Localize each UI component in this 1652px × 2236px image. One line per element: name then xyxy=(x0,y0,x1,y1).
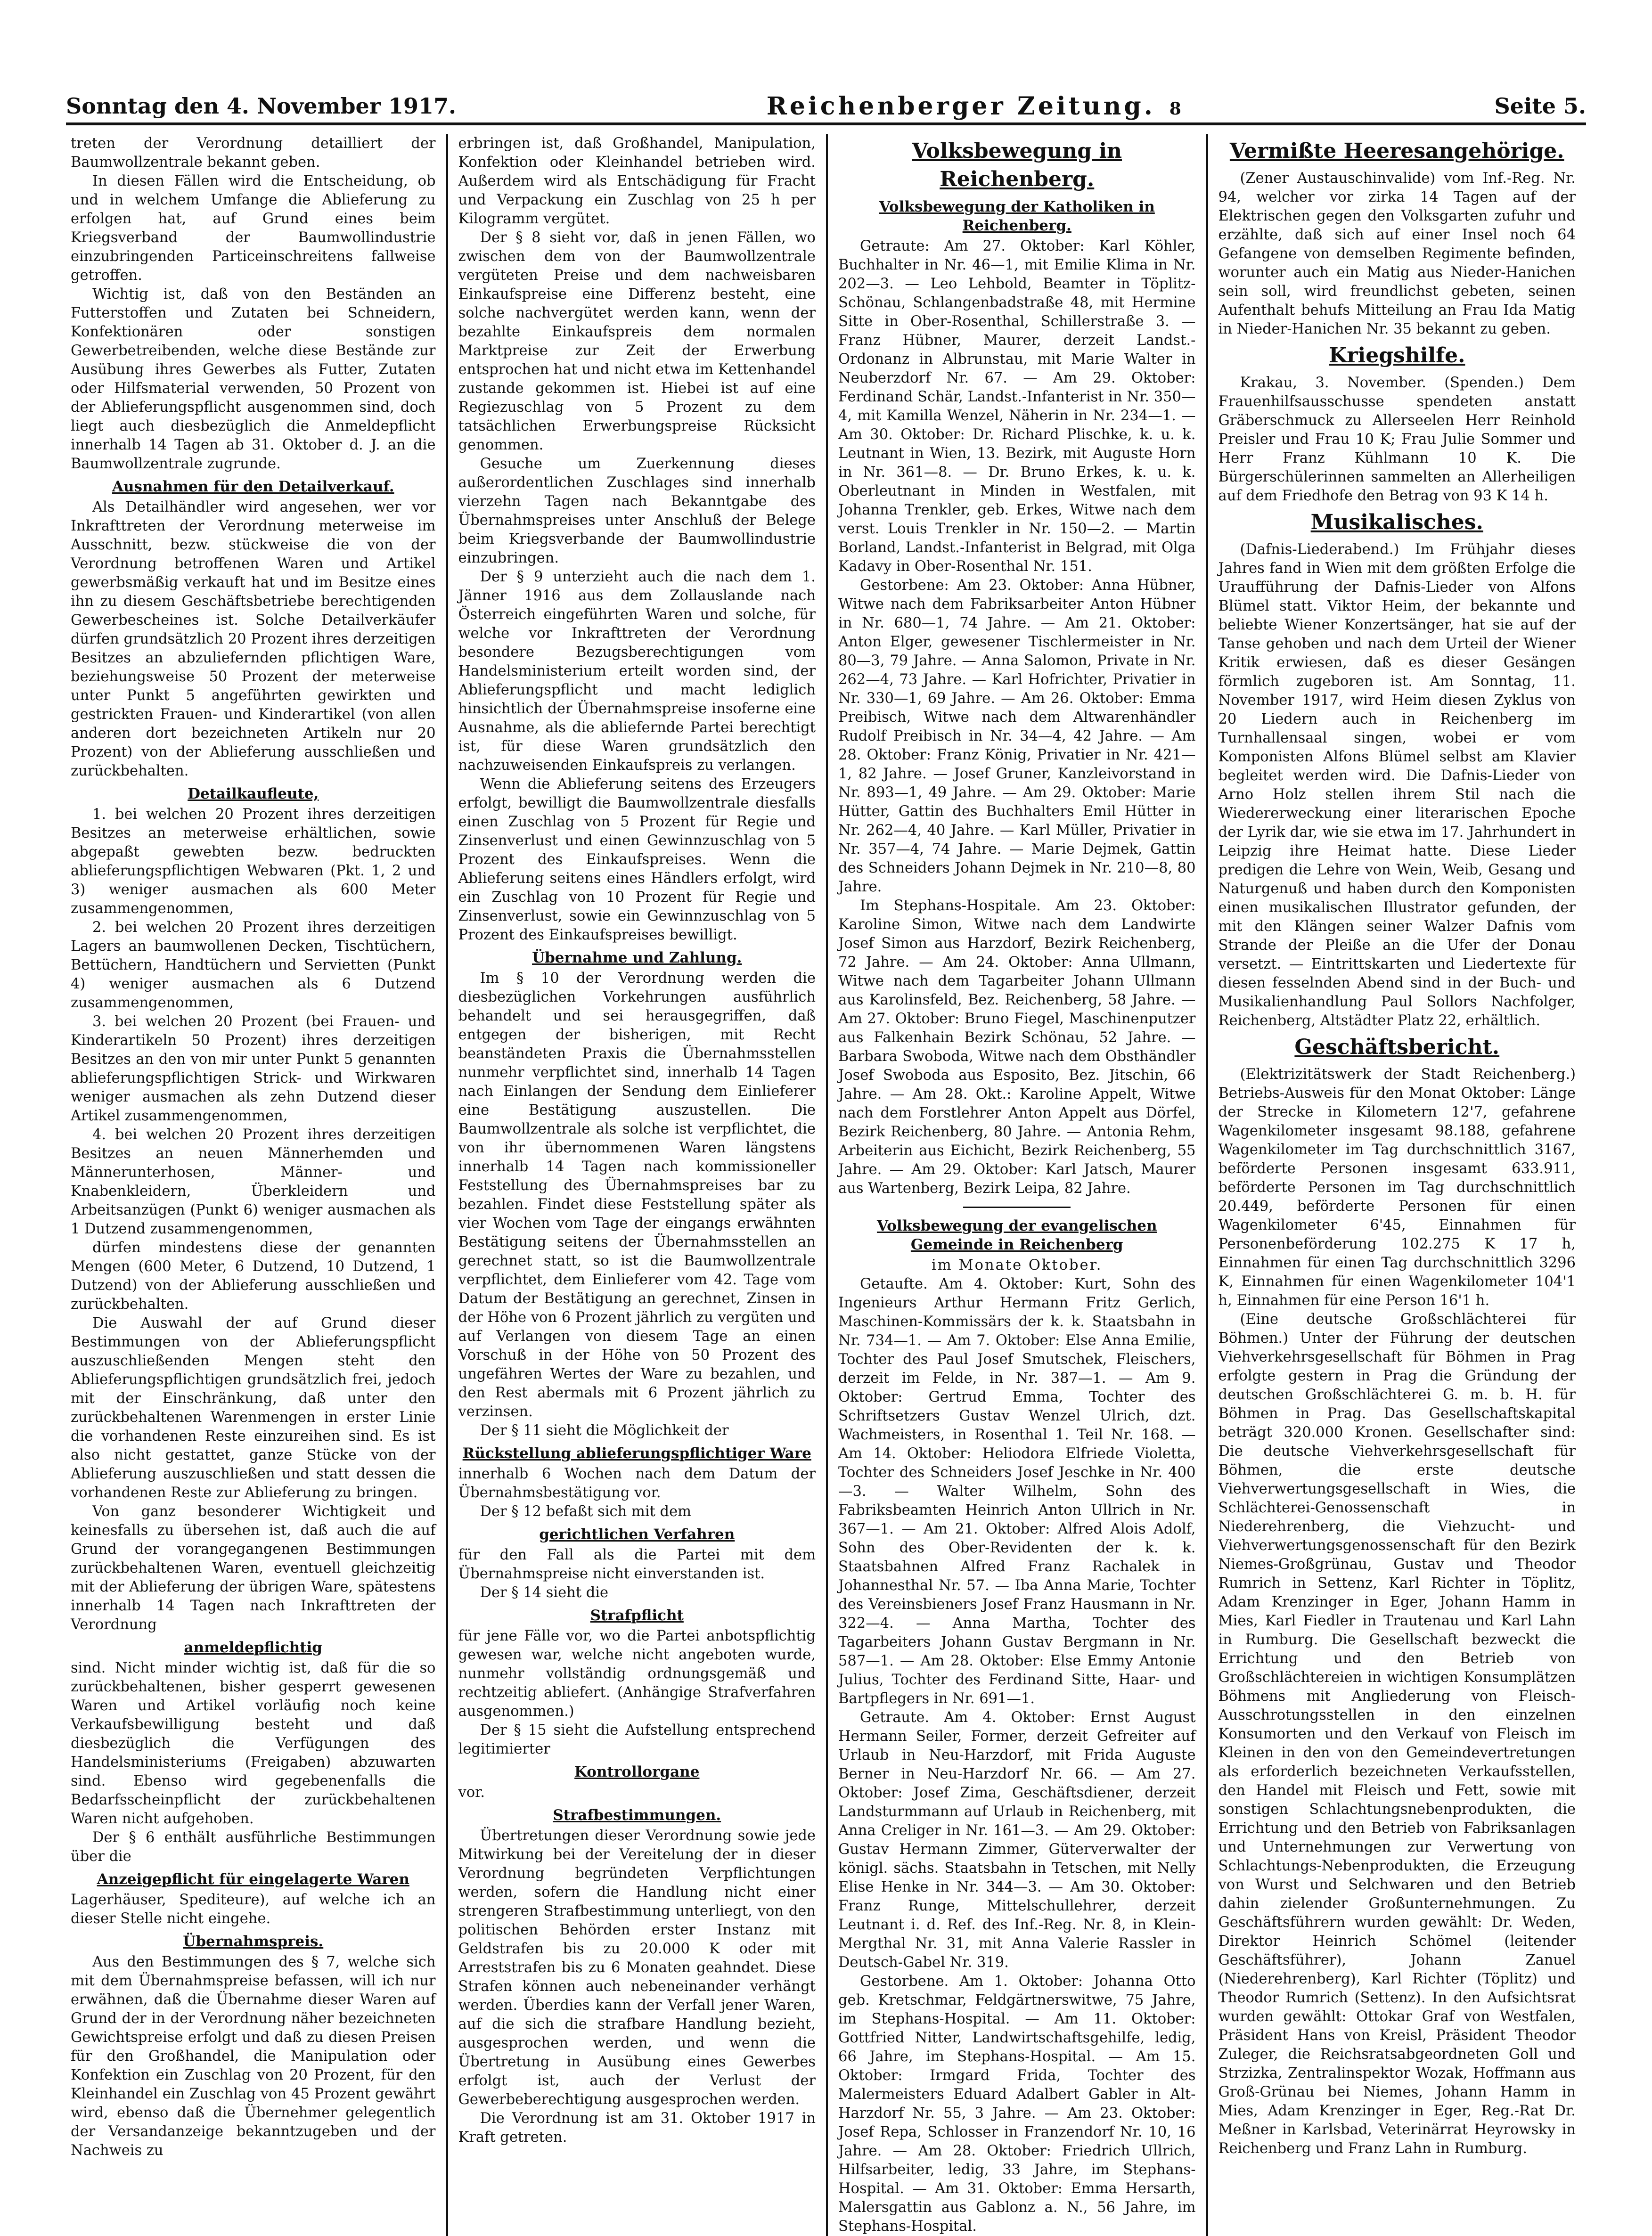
paragraph: 2. bei welchen 20 Prozent ihres derzeitigen Lagers an baumwollenen Decken, Tischtüchern, Bettüchern, Handtüchern und Servietten (Punkt 4) weniger ausmachen als 6 Dutzend zusammengenommen, xyxy=(71,919,436,1011)
subheading: Anzeigepflicht für eingelagerte Waren xyxy=(97,1871,409,1888)
paragraph: Die Verordnung ist am 31. Oktober 1917 in Kraft getreten. xyxy=(458,2110,816,2146)
subheading: Übernahme und Zahlung. xyxy=(532,949,742,966)
paragraph: Der § 14 sieht die xyxy=(480,1584,609,1601)
issue-date: Sonntag den 4. November 1917. xyxy=(66,93,457,119)
paragraph: Der § 12 befaßt sich mit dem xyxy=(480,1503,692,1520)
subheading: Rückstellung ablieferungspflichtiger Ware xyxy=(462,1445,811,1462)
masthead xyxy=(66,90,1586,125)
paragraph: Der § 15 sieht die Aufstellung entsprechend legitimierter xyxy=(458,1722,816,1757)
header-marker: 8 xyxy=(1169,98,1184,119)
paragraph: Die Auswahl der auf Grund dieser Bestimmungen von der Ablieferungspflicht auszuschließenden Mengen steht den Ablieferungspflichtigen grundsätzlich frei, jedoch mit der Einschränkung, daß unter den zurückbehaltenen Warenmengen in erster Linie die vorhandenen Reste einzureihen sind. Es ist also nicht gestattet, ganze Stücke von der Ablieferung auszuschließen und statt dessen die vorhandenen Reste zur Ablieferung zu bringen. xyxy=(71,1315,436,1501)
column-3 xyxy=(826,134,1206,2236)
subheading-line: im Monate Oktober. xyxy=(932,1257,1103,1273)
paragraph: Übertretungen dieser Verordnung sowie jede Mitwirkung bei der Vereitelung der in dieser Verordnung begründeten Verpflichtungen werden, sofern die Handlung nicht einer strengeren Strafbestimmung unterliegt, von den politischen Behörden erster Instanz mit Geldstrafen bis zu 20.000 K oder mit Arreststrafen bis zu 6 Monaten geahndet. Diese Strafen können auch nebeneinander verhängt werden. Überdies kann der Verfall jener Waren, auf die sich die strafbare Handlung bezieht, ausgesprochen werden, und wenn die Übertretung in Ausübung eines Gewerbes erfolgt ist, auch der Verlust der Gewerbeberechtigung ausgesprochen werden. xyxy=(458,1828,816,2108)
subheading: anmeldepflichtig xyxy=(184,1639,322,1656)
newspaper-title: Reichenberger Zeitung. 8 xyxy=(766,91,1184,121)
paragraph: für den Fall als die Partei mit dem Übernahmspreise nicht einverstanden ist. xyxy=(458,1547,816,1582)
subheading: Volksbewegung der evangelischen Gemeinde in Reichenberg xyxy=(876,1217,1157,1253)
paragraph: 3. bei welchen 20 Prozent (bei Frauen- und Kinderartikeln 50 Prozent) ihres derzeitigen Besitzes an den von mir unter Punkt 5 genannten ablieferungspflichtigen Strick- und Wirkwaren weniger ausmachen als zehn Dutzend dieser Artikel zusammengenommen, xyxy=(71,1013,436,1124)
paragraph: Als Detailhändler wird angesehen, wer vor Inkrafttreten der Verordnung meterweise im Ausschnitt, bezw. stückweise die von der Verordnung betroffenen Waren und Artikel gewerbsmäßig verkauft hat und im Besitze eines ihn zu diesem Geschäftsbetriebe berechtigenden Gewerbescheines ist. Solche Detailverkäufer dürfen grundsätzlich 20 Prozent ihres derzeitigen Besitzes an abzuliefernden pflichtigen Ware, beziehungsweise 50 Prozent der meterweise unter Punkt 5 angeführten gewirkten und gestrickten Frauen- und Kinderartikel (von allen anderen dort bezeichneten Artikeln nur 20 Prozent) von der Ablieferung ausschließen und zurückbehalten. xyxy=(71,499,436,779)
subheading: Strafbestimmungen. xyxy=(553,1807,721,1824)
section-title: Kriegshilfe. xyxy=(1329,343,1465,367)
paragraph: Wichtig ist, daß von den Beständen an Futterstoffen und Zutaten bei Schneidern, Konfektionären oder sonstigen Gewerbetreibenden, welche diese Bestände zur Ausübung ihres Gewerbes als Futter, Zutaten oder Hilfsmaterial verwenden, 50 Prozent von der Ablieferungspflicht ausgenommen sind, doch liegt auch diesbezüglich die Anmeldepflicht innerhalb 14 Tagen ab 31. Oktober d. J. an die Baumwollzentrale zugrunde. xyxy=(71,286,436,472)
paragraph: (Dafnis-Liederabend.) Im Frühjahr dieses Jahres fand in Wien mit dem größten Erfolge die Uraufführung der Dafnis-Lieder von Alfons Blümel statt. Viktor Heim, der bekannte und beliebte Wiener Konzertsänger, hat sie auf der Tanse gehoben und nach dem Urteil der Wiener Kritik erwiesen, daß es dieser Gesängen förmlich zugeboren ist. Am Sonntag, 11. November 1917, wird Heim diesen Zyklus von 20 Liedern auch in Reichenberg im Turnhallensaal singen, wobei er vom Komponisten Alfons Blümel selbst am Klavier begleitet werden wird. Die Dafnis-Lieder von Arno Holz stellen ihrem Stil nach die Wiedererweckung einer literarischen Epoche der Lyrik dar, wie sie etwa im 17. Jahrhundert in Leipzig ihre Heimat hatte. Diese Lieder predigen die Lehre von Wein, Weib, Gesang und Naturgenuß und haben durch den Komponisten einen musikalischen Illustrator gefunden, der mit den Klängen seiner Walzer Dafnis vom Strande der Pleiße an die Ufer der Donau versetzt. — Eintrittskarten und Liedertexte für diesen fesselnden Abend sind in der Buch- und Musikalienhandlung Paul Sollors Nachfolger, Reichenberg, Altstädter Platz 22, erhältlich. xyxy=(1218,541,1576,1029)
paragraph: treten der Verordnung detailliert der Baumwollzentrale bekannt geben. xyxy=(71,135,436,171)
page-number: Seite 5. xyxy=(1494,93,1586,119)
column-4 xyxy=(1206,134,1587,2236)
paragraph: Lagerhäuser, Spediteure), auf welche ich an dieser Stelle nicht eingehe. xyxy=(71,1892,436,1927)
paragraph: Gestorbene. Am 1. Oktober: Johanna Otto geb. Kretschmar, Feldgärtnerswitwe, 75 Jahre, im Stephans-Hospital. — Am 11. Oktober: Gottfried Nitter, Landwirtschaftsgehilfe, ledig, 66 Jahre, im Stephans-Hospital. — Am 15. Oktober: Irmgard Frida, Tochter des Malermeisters Eduard Adalbert Gabler in Alt-Harzdorf Nr. 55, 3 Jahre. — Am 23. Oktober: Josef Repa, Schlosser in Franzendorf Nr. 10, 16 Jahre. — Am 28. Oktober: Friedrich Ullrich, Hilfsarbeiter, ledig, 33 Jahre, im Stephans-Hospital. — Am 31. Oktober: Emma Hersarth, Malersgattin aus Gablonz a. N., 56 Jahre, im Stephans-Hospital. xyxy=(838,1973,1196,2235)
paragraph: für jene Fälle vor, wo die Partei anbotspflichtig gewesen war, welche nicht angeboten wurde, nunmehr vollständig ordnungsgemäß und rechtzeitig abliefert. (Anhängige Strafverfahren ausgenommen.) xyxy=(458,1628,816,1720)
paragraph: 4. bei welchen 20 Prozent ihres derzeitigen Besitzes an neuen Männerhemden und Männerunterhosen, Männer- und Knabenkleidern, Überkleidern und Arbeitsanzügen (Punkt 6) weniger ausmachen als 1 Dutzend zusammengenommen, xyxy=(71,1126,436,1237)
paragraph: Der § 9 unterzieht auch die nach dem 1. Jänner 1916 aus dem Zollauslande nach Österreich eingeführten Waren und solche, für welche vor Inkrafttreten der Verordnung besondere Bezugsberechtigungen vom Handelsministerium erteilt worden sind, der Ablieferungspflicht und macht lediglich hinsichtlich der Übernahmspreise insoferne eine Ausnahme, als die abliefernde Partei berechtigt ist, für diese Waren grundsätzlich den nachzuweisenden Einkaufspreis zu verlangen. xyxy=(458,569,816,774)
subheading: Kontrollorgane xyxy=(574,1763,700,1780)
paragraph: Der § 8 sieht vor, daß in jenen Fällen, wo zwischen dem von der Baumwollzentrale vergüteten Preise und dem nachweisbaren Einkaufspreise eine Differenz besteht, eine solche nachvergütet werden kann, wenn der bezahlte Einkaufspreis dem normalen Marktpreise zur Zeit der Erwerbung entsprochen hat und nicht etwa im Kettenhandel zustande gekommen ist. Hiebei ist auf eine Regiezuschlag von 5 Prozent zu dem tatsächlichen Erwerbungspreise Rücksicht genommen. xyxy=(458,229,816,453)
column-1 xyxy=(66,134,446,2236)
paragraph: vor. xyxy=(458,1784,485,1801)
section-title: Geschäftsbericht. xyxy=(1294,1035,1500,1059)
article-columns xyxy=(66,134,1586,2235)
paragraph: innerhalb 6 Wochen nach dem Datum der Übernahmsbestätigung vor. xyxy=(458,1466,816,1501)
paragraph: (Zener Austauschinvalide) vom Inf.-Reg. Nr. 94, welcher vor zirka 14 Tagen auf der Elektrischen gegen den Volksgarten zufuhr und erzählte, daß sich auf einer Insel noch 64 Gefangene von demselben Regimente befinden, worunter auch ein Matig aus Nieder-Hanichen sein soll, wird freundlichst gebeten, seinen Aufenthalt behufs Mitteilung an Frau Ida Matig in Nieder-Hanichen Nr. 35 bekannt zu geben. xyxy=(1218,170,1576,337)
subheading: gerichtlichen Verfahren xyxy=(539,1526,735,1543)
column-2 xyxy=(446,134,826,2236)
paragraph: (Eine deutsche Großschlächterei für Böhmen.) Unter der Führung der deutschen Viehverkehrsgesellschaft für Böhmen in Prag erfolgte gestern in Prag die Gründung der deutschen Großschlächterei G. m. b. H. für Böhmen in Prag. Das Gesellschaftskapital beträgt 320.000 Kronen. Gesellschafter sind: Die deutsche Viehverkehrsgesellschaft für Böhmen, die erste deutsche Viehverwertungsgesellschaft in Wies, die Schlächterei-Genossenschaft in Niederehrenberg, die Viehzucht- und Viehverwertungsgenossenschaft für den Bezirk Niemes-Großgrünau, Gustav und Theodor Rumrich in Settenz, Karl Richter in Töplitz, Adam Krenzinger in Eger, Johann Hamm in Mies, Karl Fiedler in Trautenau und Karl Lahn in Rumburg. Die Gesellschaft bezweckt die Errichtung und den Betrieb von Großschlächtereien in wichtigen Konsumplätzen Böhmens mit Angliederung von Fleisch-Ausschrotungsstellen in den einzelnen Konsumorten und den Verkauf von Fleisch im Kleinen in den von den Gemeindevertretungen als erforderlich bezeichneten Verkaufsstellen, den Handel mit Fleisch und Fett, sowie mit sonstigen Schlachtungsnebenprodukten, die Errichtung und den Betrieb von Fabriksanlagen und Unternehmungen zur Verwertung von Schlachtungs-Nebenprodukten, die Erzeugung von Wurst und Selchwaren und den Betrieb dahin zielender Großunternehmungen. Zu Geschäftsführern wurden gewählt: Dr. Weden, Direktor Heinrich Schömel (leitender Geschäftsführer), Johann Zanuel (Niederehrenberg), Karl Richter (Töplitz) und Theodor Rumrich (Settenz). In den Aufsichtsrat wurden gewählt: Ottokar Graf von Westfalen, Präsident Hans von Kreisl, Präsident Theodor Zuleger, die Reichsratsabgeordneten Goll und Strzizka, Zentralinspektor Wozak, Hoffmann aus Groß-Grünau bei Niemes, Johann Hamm in Mies, Adam Krenzinger in Eger, Reg.-Rat Dr. Meßner in Karlsbad, Veterinärrat Heyrowsky in Reichenberg und Franz Lahn in Rumburg. xyxy=(1218,1311,1576,2157)
subheading: Detailkaufleute, xyxy=(188,785,319,802)
subheading: Strafpflicht xyxy=(590,1607,684,1624)
paragraph: (Elektrizitätswerk der Stadt Reichenberg.) Betriebs-Ausweis für den Monat Oktober: Länge der Strecke in Kilometern 12'7, gefahrene Wagenkilometer insgesamt 98.188, gefahrene Wagenkilometer im Tag durchschnittlich 3167, beförderte Personen insgesamt 633.911, beförderte Personen im Tag durchschnittlich 20.449, beförderte Personen für einen Wagenkilometer 6'45, Einnahmen für Personenbeförderung 102.275 K 17 h, Einnahmen für einen Tag durchschnittlich 3296 K, Einnahmen für einen Wagenkilometer 104'1 h, Einnahmen für eine Person 16'1 h. xyxy=(1218,1066,1576,1309)
paragraph: In diesen Fällen wird die Entscheidung, ob und in welchem Umfange die Ablieferung zu erfolgen hat, auf Grund eines beim Kriegsverband der Baumwollindustrie einzubringenden Particeinschreitens fallweise getroffen. xyxy=(71,173,436,284)
section-title: Vermißte Heeresangehörige. xyxy=(1229,139,1564,163)
section-title: Volksbewegung in Reichenberg. xyxy=(912,139,1122,191)
subheading: Volksbewegung der Katholiken in Reichenberg. xyxy=(879,198,1155,234)
paragraph: Der § 11 sieht die Möglichkeit der xyxy=(480,1422,729,1439)
paragraph: Getaufte. Am 4. Oktober: Kurt, Sohn des Ingenieurs Arthur Hermann Fritz Gerlich, Maschinen-Kommissärs der k. k. Staatsbahn in Nr. 734—1. — Am 7. Oktober: Else Anna Emilie, Tochter des Paul Josef Smutschek, Fleischers, derzeit im Felde, in Nr. 387—1. — Am 9. Oktober: Gertrud Emma, Tochter des Schriftsetzers Gustav Wenzel Ulrich, dzt. Wachmeisters, in Rosenthal 1. Teil Nr. 168. — Am 14. Oktober: Heliodora Elfriede Violetta, Tochter des Schneiders Josef Jeschke in Nr. 400—3. — Walter Wilhelm, Sohn des Fabriksbeamten Heinrich Anton Ullrich in Nr. 367—1. — Am 21. Oktober: Alfred Alois Adolf, Sohn des Ober-Revidenten der k. k. Staatsbahnen Alfred Franz Rachalek in Johannesthal Nr. 57. — Iba Anna Marie, Tochter des Vereinsbieners Josef Franz Hausmann in Nr. 322—4. — Anna Martha, Tochter des Tagarbeiters Johann Gustav Bergmann in Nr. 587—1. — Am 28. Oktober: Else Emmy Antonie Julius, Tochter des Ferdinand Sitte, Haar- und Bartpflegers in Nr. 691—1. xyxy=(838,1276,1196,1707)
paragraph: Aus den Bestimmungen des § 7, welche sich mit dem Übernahmspreise befassen, will ich nur erwähnen, daß die Übernahme dieser Waren auf Grund der in der Verordnung näher bezeichneten Gewichtspreise erfolgt und daß zu diesen Preisen für den Großhandel, die Manipulation oder Konfektion ein Zuschlag von 20 Prozent, für den Kleinhandel ein Zuschlag von 45 Prozent gewährt wird, ebenso daß die Übernehmer gelegentlich der Versandanzeige bekanntzugeben und der Nachweis zu xyxy=(71,1954,436,2159)
paragraph: Krakau, 3. November. (Spenden.) Dem Frauenhilfsausschusse spendeten anstatt Gräberschmuck zu Allerseelen Herr Reinhold Preisler und Frau 10 K; Frau Julie Sommer und Herr Franz Kühlmann 10 K. Die Bürgerschülerinnen sammelten an Allerheiligen auf dem Friedhofe den Betrag von 93 K 14 h. xyxy=(1218,375,1576,504)
paragraph: sind. Nicht minder wichtig ist, daß für die so zurückbehaltenen, bisher gesperrt gewesenen Waren und Artikel vorläufig noch keine Verkaufsbewilligung besteht und daß diesbezüglich die Verfügungen des Handelsministeriums (Freigaben) abzuwarten sind. Ebenso wird gegebenenfalls die Bedarfsscheinpflicht der zurückbehaltenen Waren nicht aufgehoben. xyxy=(71,1660,436,1827)
section-title: Musikalisches. xyxy=(1310,510,1483,534)
paragraph: Wenn die Ablieferung seitens des Erzeugers erfolgt, bewilligt die Baumwollzentrale diesfalls einen Zuschlag von 5 Prozent für Regie und Zinsenverlust und einen Gewinnzuschlag von 5 Prozent des Einkaufspreises. Wenn die Ablieferung seitens eines Händlers erfolgt, wird ein Zuschlag von 10 Prozent für Regie und Zinsenverlust, sowie ein Gewinnzuschlag von 5 Prozent des Einkaufspreises bewilligt. xyxy=(458,776,816,943)
paragraph: dürfen mindestens diese der genannten Mengen (600 Meter, 6 Dutzend, 10 Dutzend, 1 Dutzend) von der Ablieferung ausschließen und zurückbehalten. xyxy=(71,1240,436,1313)
paragraph: Gesuche um Zuerkennung dieses außerordentlichen Zuschlages sind innerhalb vierzehn Tagen nach Bekanntgabe des Übernahmspreises unter Anschluß der Belege beim Kriegsverbande der Baumwollindustrie einzubringen. xyxy=(458,456,816,566)
paragraph: Von ganz besonderer Wichtigkeit und keinesfalls zu übersehen ist, daß auch die auf Grund der vorangegangenen Bestimmungen zurückbehaltenen Waren, eventuell gleichzeitig mit der Ablieferung der übrigen Ware, spätestens innerhalb 14 Tagen nach Inkrafttreten der Verordnung xyxy=(71,1503,436,1633)
paragraph: Im Stephans-Hospitale. Am 23. Oktober: Karoline Simon, Witwe nach dem Landwirte Josef Simon aus Harzdorf, Bezirk Reichenberg, 72 Jahre. — Am 24. Oktober: Anna Ullmann, Witwe nach dem Tagarbeiter Johann Ullmann aus Karolinsfeld, Bez. Reichenberg, 58 Jahre. — Am 27. Oktober: Bruno Fiegel, Maschinenputzer aus Falkenhain Bezirk Schönau, 52 Jahre. — Barbara Swoboda, Witwe nach dem Obsthändler Josef Swoboda aus Esposito, Bez. Jitschin, 66 Jahre. — Am 28. Okt.: Karoline Appelt, Witwe nach dem Forstlehrer Anton Appelt aus Dörfel, Bezirk Reichenberg, 80 Jahre. — Antonia Rehm, Arbeiterin aus Eichicht, Bezirk Reichenberg, 55 Jahre. — Am 29. Oktober: Karl Jatsch, Maurer aus Wartenberg, Bezirk Leipa, 82 Jahre. xyxy=(838,898,1196,1197)
subheading: Übernahmspreis. xyxy=(183,1933,324,1950)
subheading: Ausnahmen für den Detailverkauf. xyxy=(112,478,394,495)
paragraph: Im § 10 der Verordnung werden die diesbezüglichen Vorkehrungen ausführlich behandelt und sei herausgegriffen, daß entgegen der bisherigen, mit Recht beanständeten Praxis die Übernahmsstellen nunmehr verpflichtet sind, innerhalb 14 Tagen nach Einlangen der Sendung dem Einlieferer eine Bestätigung auszustellen. Die Baumwollzentrale als solche ist verpflichtet, die von ihr übernommenen Waren längstens innerhalb 14 Tagen nach kommissioneller Feststellung des Übernahmspreises bar zu bezahlen. Findet diese Feststellung später als vier Wochen vom Tage der eingangs erwähnten Bestätigung seitens der Übernahmsstellen an gerechnet statt, so ist die Baumwollzentrale verpflichtet, dem Einlieferer vom 42. Tage vom Datum der Bestätigung an gerechnet, Zinsen in der Höhe von 6 Prozent jährlich zu vergüten und auf Verlangen von diesem Tage an einen Vorschuß in der Höhe von 50 Prozent des ungefähren Wertes der Ware zu bezahlen, und den Rest abermals mit 6 Prozent jährlich zu verzinsen. xyxy=(458,970,816,1420)
paragraph: Der § 6 enthält ausführliche Bestimmungen über die xyxy=(71,1829,436,1865)
paragraph: erbringen ist, daß Großhandel, Manipulation, Konfektion oder Kleinhandel betrieben wird. Außerdem wird als Entschädigung für Fracht und Verpackung ein Zuschlag von 25 h per Kilogramm vergütet. xyxy=(458,135,816,227)
divider xyxy=(963,1207,1071,1208)
paragraph: Gestorbene: Am 23. Oktober: Anna Hübner, Witwe nach dem Fabriksarbeiter Anton Hübner in Nr. 680—1, 74 Jahre. — Am 21. Oktober: Anton Elger, gewesener Tischlermeister in Nr. 80—3, 79 Jahre. — Anna Salomon, Private in Nr. 262—4, 73 Jahre. — Karl Hofrichter, Privatier in Nr. 330—1, 69 Jahre. — Am 26. Oktober: Emma Preibisch, Witwe nach dem Altwarenhändler Rudolf Preibisch in Nr. 34—4, 42 Jahre. — Am 28. Oktober: Franz König, Privatier in Nr. 421—1, 82 Jahre. — Josef Gruner, Kanzleivorstand in Nr. 893—1, 49 Jahre. — Am 29. Oktober: Marie Hütter, Gattin des Buchhalters Emil Hütter in Nr. 262—4, 40 Jahre. — Karl Müller, Privatier in Nr. 357—4, 74 Jahre. — Marie Dejmek, Gattin des Schneiders Johann Dejmek in Nr. 210—8, 80 Jahre. xyxy=(838,577,1196,895)
paragraph: Getraute. Am 4. Oktober: Ernst August Hermann Seiler, Former, derzeit Gefreiter auf Urlaub in Neu-Harzdorf, mit Frida Auguste Berner in Neu-Harzdorf Nr. 66. — Am 27. Oktober: Josef Zima, Geschäftsdiener, derzeit Landsturmmann auf Urlaub in Reichenberg, mit Anna Creliger in Nr. 161—3. — Am 29. Oktober: Gustav Hermann Zimmer, Güterverwalter der königl. sächs. Staatsbahn in Tetschen, mit Nelly Elise Henke in Nr. 344—3. — Am 30. Oktober: Franz Runge, Mittelschullehrer, derzeit Leutnant i. d. Ref. des Inf.-Reg. Nr. 8, in Klein-Mergthal Nr. 31, mit Anna Valerie Rassler in Deutsch-Gabel Nr. 319. xyxy=(838,1709,1196,1971)
paragraph: Getraute: Am 27. Oktober: Karl Köhler, Buchhalter in Nr. 46—1, mit Emilie Klima in Nr. 202—3. — Leo Lehbold, Beamter in Töplitz-Schönau, Schlangenbadstraße 48, mit Hermine Sitte in Ober-Rosenthal, Schillerstraße 3. — Franz Hübner, Maurer, derzeit Landst.-Ordonanz in Albrunstau, mit Marie Walter in Neuberzdorf Nr. 67. — Am 29. Oktober: Ferdinand Schär, Landst.-Infanterist in Nr. 350—4, mit Kamilla Wenzel, Näherin in Nr. 234—1. — Am 30. Oktober: Dr. Richard Plischke, k. u. k. Leutnant in Wien, 13. Bezirk, mit Auguste Horn in Nr. 361—8. — Dr. Bruno Erkes, k. u. k. Oberleutnant in Minden in Westfalen, mit Johanna Trenkler, geb. Erkes, Witwe nach dem verst. Louis Trenkler in Nr. 150—2. — Martin Borland, Landst.-Infanterist in Belgrad, mit Olga Kadavy in Ober-Rosenthal Nr. 151. xyxy=(838,238,1196,575)
paragraph: 1. bei welchen 20 Prozent ihres derzeitigen Besitzes an meterweise erhältlichen, sowie abgepaßt gewebten bezw. bedruckten ablieferungspflichtigen Webwaren (Pkt. 1, 2 und 3) weniger ausmachen als 600 Meter zusammengenommen, xyxy=(71,806,436,917)
